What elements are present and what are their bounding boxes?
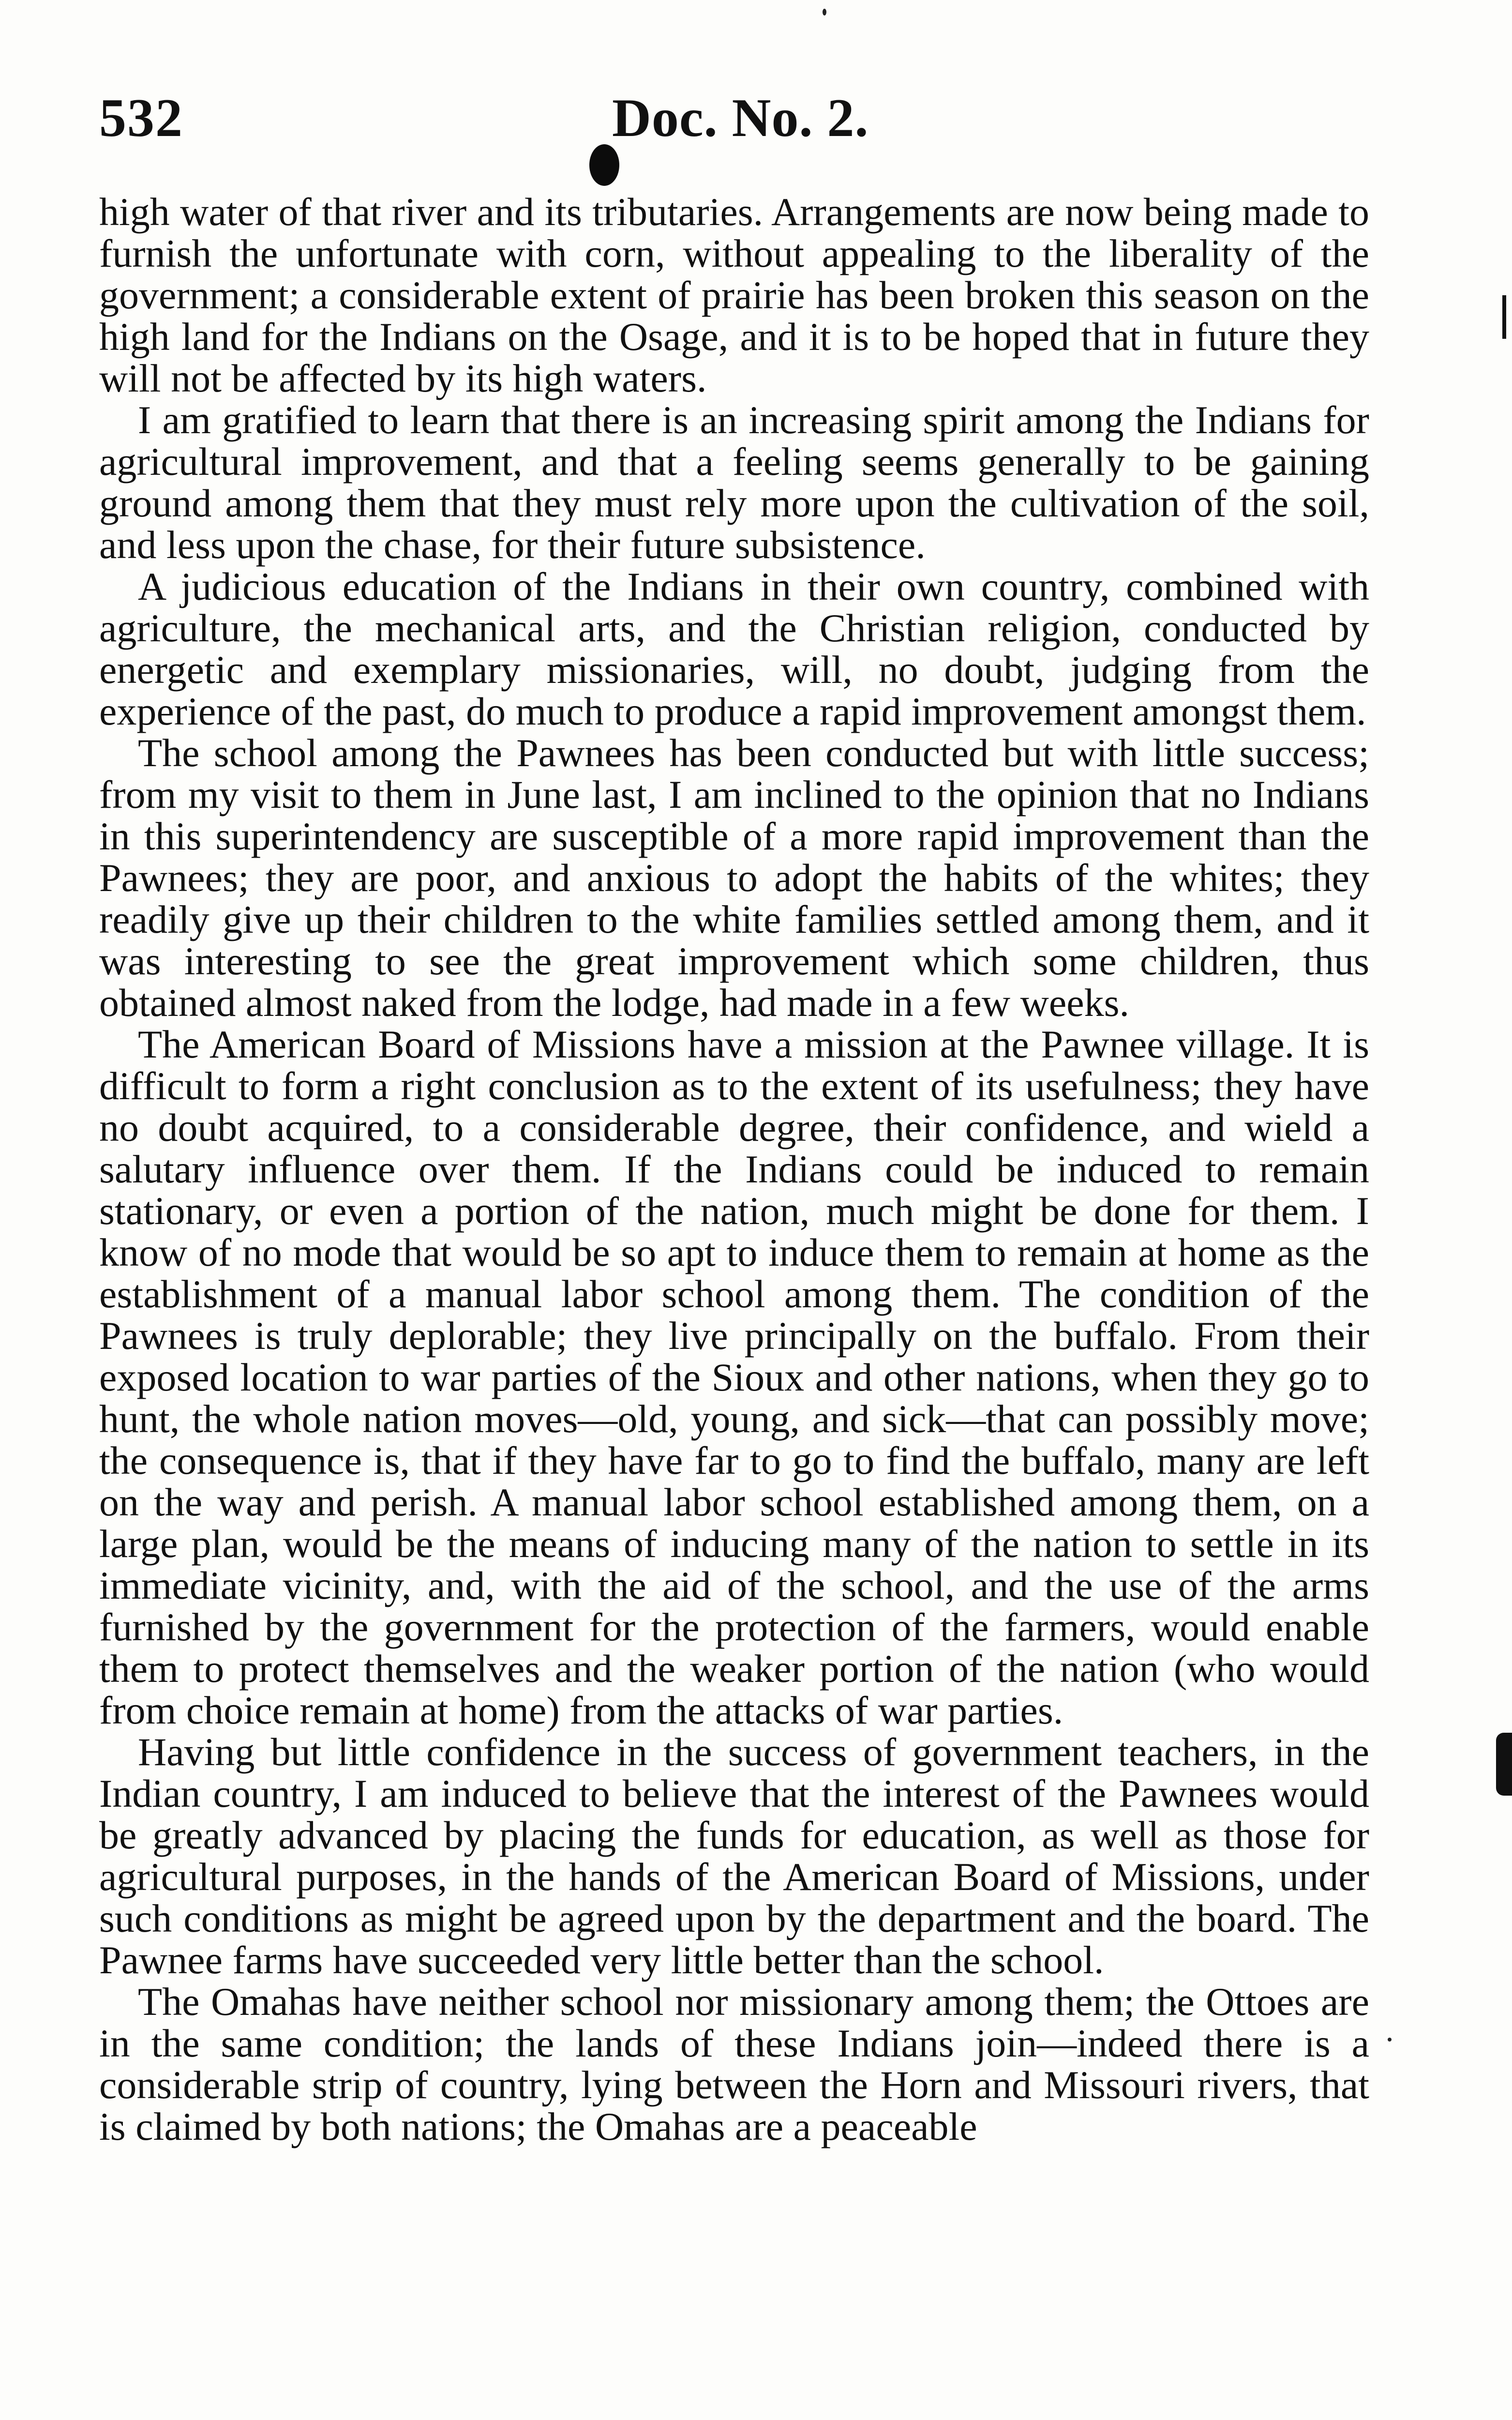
ink-blot xyxy=(589,144,619,186)
page-edge-mark xyxy=(1502,295,1506,339)
document-title: Doc. No. 2. xyxy=(612,88,869,148)
ink-speck xyxy=(1388,2038,1392,2042)
paragraph: The Omahas have neither school nor missionary among them; the Ottoes are in the same condition; the lands of these Indians join—indeed there is a considerable strip of country, lying between the Horn and Missouri rivers, that is claimed by both nations; the Omahas are a peaceable xyxy=(99,1980,1369,2148)
page-edge-mark xyxy=(1496,1733,1512,1796)
ink-speck xyxy=(823,9,826,15)
body-text xyxy=(99,191,1369,2148)
paragraph: A judicious education of the Indians in their own country, combined with agriculture, the mechanical arts, and the Christian religion, conducted by energetic and exemplary missionaries, will, no doubt, judging from the experience of the past, do much to produce a rapid improvement amongst them. xyxy=(99,564,1369,733)
paragraph: I am gratified to learn that there is an increasing spirit among the Indians for agricultural improvement, and that a feeling seems generally to be gaining ground among them that they must rely more upon the cultivation of the soil, and less upon the chase, for their future subsistence. xyxy=(99,398,1369,567)
page-header xyxy=(99,82,1377,165)
paragraph: The American Board of Missions have a mission at the Pawnee village. It is difficult to form a right conclusion as to the extent of its usefulness; they have no doubt acquired, to a considerable degree, their confidence, and wield a salutary influence over them. If the Indians could be induced to remain stationary, or even a portion of the nation, much might be done for them. I know of no mode that would be so apt to induce them to remain at home as the establishment of a manual labor school among them. The condition of the Pawnees is truly deplorable; they live principally on the buffalo. From their exposed location to war parties of the Sioux and other nations, when they go to hunt, the whole nation moves—old, young, and sick—that can possibly move; the consequence is, that if they have far to go to find the buffalo, many are left on the way and perish. A manual labor school established among them, on a large plan, would be the means of inducing many of the nation to settle in its immediate vicinity, and, with the aid of the school, and the use of the arms furnished by the government for the protection of the farmers, would enable them to protect themselves and the weaker portion of the nation (who would from choice remain at home) from the attacks of war parties. xyxy=(99,1022,1369,1732)
paragraph: Having but little confidence in the success of government teachers, in the Indian country, I am induced to believe that the interest of the Pawnees would be greatly advanced by placing the funds for education, as well as those for agricultural purposes, in the hands of the American Board of Missions, under such conditions as might be agreed upon by the department and the board. The Pawnee farms have succeeded very little better than the school. xyxy=(99,1730,1369,1982)
paragraph: high water of that river and its tributaries. Arrangements are now being made to furnish the unfortunate with corn, without appealing to the liberality of the government; a considerable extent of prairie has been broken this season on the high land for the Indians on the Osage, and it is to be hoped that in future they will not be affected by its high waters. xyxy=(99,190,1369,400)
paragraph: The school among the Pawnees has been conducted but with little success; from my visit to them in June last, I am inclined to the opinion that no Indians in this superintendency are susceptible of a more rapid improvement than the Pawnees; they are poor, and anxious to adopt the habits of the whites; they readily give up their children to the white families settled among them, and it was interesting to see the great improvement which some children, thus obtained almost naked from the lodge, had made in a few weeks. xyxy=(99,731,1369,1025)
page-number: 532 xyxy=(99,88,183,148)
